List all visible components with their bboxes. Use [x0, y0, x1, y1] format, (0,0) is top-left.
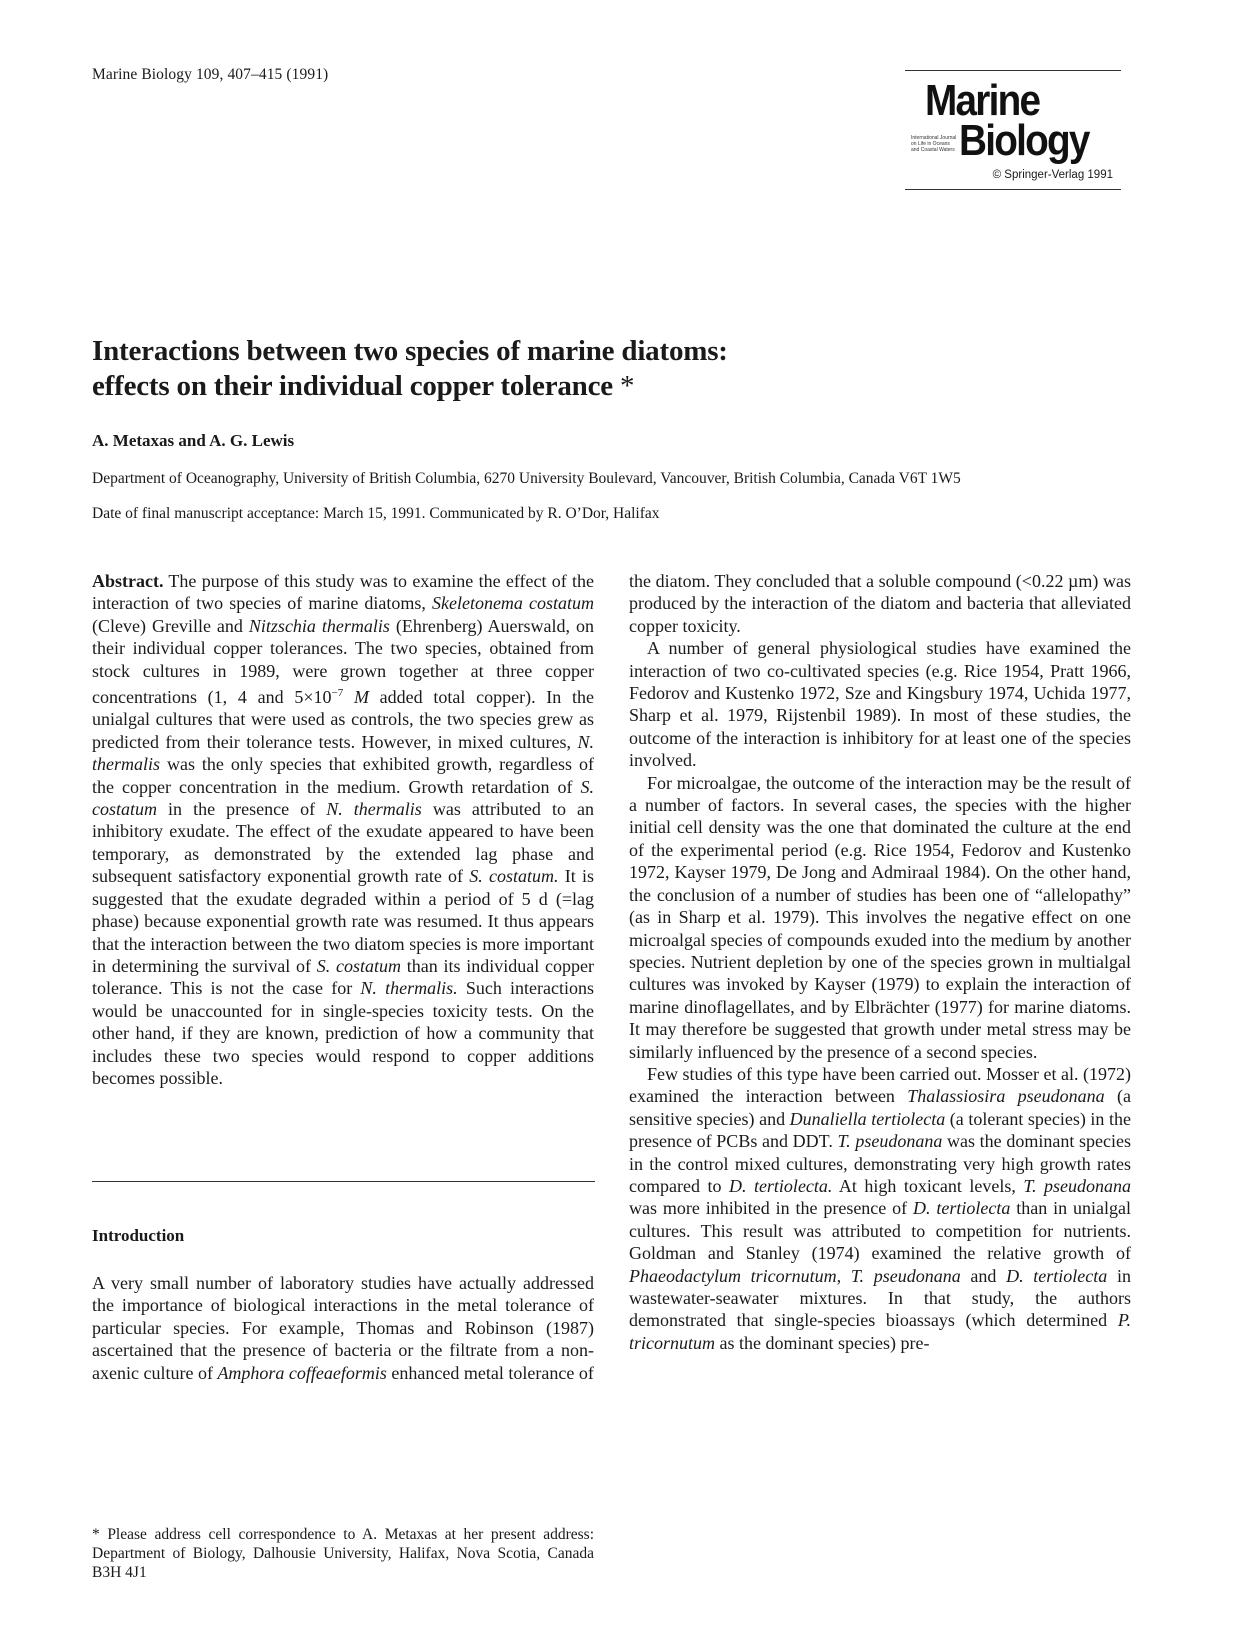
- title-footnote-mark: *: [612, 369, 635, 402]
- article-title: [92, 334, 992, 404]
- correspondence-footnote: * Please address cell correspondence to A. Metaxas at her present address: Department of Biology, Dalhousie University, Halifax, Nova Scotia, Canada B3H 4J1: [92, 1526, 594, 1581]
- article-authors: A. Metaxas and A. G. Lewis: [92, 431, 295, 450]
- right-column: [629, 570, 1131, 1354]
- manuscript-dates: Date of final manuscript acceptance: March 15, 1991. Communicated by R. O’Dor, Halifax: [92, 505, 660, 522]
- logo-marine-text: Marine: [925, 76, 1040, 125]
- journal-reference: Marine Biology 109, 407–415 (1991): [92, 66, 329, 83]
- section-divider: [92, 1181, 595, 1182]
- publisher-copyright: © Springer-Verlag 1991: [992, 169, 1113, 181]
- author-affiliation: Department of Oceanography, University of British Columbia, 6270 University Boulevard, Vancouver, British Columbia, Canada V6T 1W5: [92, 470, 961, 487]
- paragraph-4: Few studies of this type have been carried out. Mosser et al. (1972) examined the interaction between Thalassiosira pseudonana (a sensitive species) and Dunaliella tertiolecta (a tolerant species) in the presence of PCBs and DDT. T. pseudonana was the dominant species in the control mixed cultures, demonstrating very high growth rates compared to D. tertiolecta. At high toxicant levels, T. pseudonana was more inhibited in the presence of D. tertiolecta than in unialgal cultures. This result was attributed to competition for nutrients. Goldman and Stanley (1974) examined the relative growth of Phaeodactylum tricornutum, T. pseudonana and D. tertiolecta in wastewater-seawater mixtures. In that study, the authors demonstrated that single-species bioassays (which determined P. tricornutum as the dominant species) pre-: [629, 1063, 1132, 1353]
- title-line-1: Interactions between two species of marine diatoms:: [92, 335, 728, 367]
- logo-tagline: International Journal on Life in Oceans and Coastal Waters: [911, 135, 957, 153]
- paragraph-2: A number of general physiological studies have examined the interaction of two co-cultivated species (e.g. Rice 1954, Pratt 1966, Fedorov and Kustenko 1972, Sze and Kingsbury 1974, Uchida 1977, Sharp et al. 1979, Rijstenbil 1989). In most of these studies, the outcome of the interaction is inhibitory for at least one of the species involved.: [629, 638, 1131, 771]
- left-column: [92, 570, 594, 1089]
- abstract-label: Abstract.: [92, 571, 164, 591]
- introduction-heading: Introduction: [92, 1226, 185, 1245]
- paragraph-3: For microalgae, the outcome of the interaction may be the result of a number of factors. In several cases, the species with the higher initial cell density was the one that dominated the culture at the end of the experimental period (e.g. Rice 1954, Fedorov and Kustenko 1972, Kayser 1979, De Jong and Admiraal 1984). On the other hand, the conclusion of a number of studies has been one of “allelopathy” (as in Sharp et al. 1979). This involves the negative effect on one microalgal species of compounds exuded into the medium by another species. Nutrient depletion by one of the species grown in multialgal cultures was invoked by Kayser (1979) to explain the interaction of marine dinoflagellates, and by Elbrächter (1977) for marine diatoms. It may therefore be suggested that growth under metal stress may be similarly influenced by the presence of a second species.: [629, 772, 1131, 1062]
- introduction-paragraph: A very small number of laboratory studies have actually addressed the importance of biological interactions in the metal tolerance of particular species. For example, Thomas and Robinson (1987) ascertained that the presence of bacteria or the filtrate from a non-axenic culture of Amphora coffeaeformis enhanced metal tolerance of: [92, 1273, 594, 1383]
- title-line-2: effects on their individual copper tolerance: [92, 369, 613, 402]
- journal-logo: [905, 70, 1121, 190]
- abstract: Abstract. The purpose of this study was to examine the effect of the interaction of two species of marine diatoms, Skeletonema costatum (Cleve) Greville and Nitzschia thermalis (Ehrenberg) Auerswald, on their individual copper tolerances. The two species, obtained from stock cultures in 1989, were grown together at three copper concentrations (1, 4 and $5\times 10^{-7}$ M added total copper). In the unialgal cultures that were used as controls, the two species grew as predicted from their tolerance tests. However, in mixed cultures, N. thermalis was the only species that exhibited growth, regardless of the copper concentration in the medium. Growth retardation of S. costatum in the presence of N. thermalis was attributed to an inhibitory exudate. The effect of the exudate appeared to have been temporary, as demonstrated by the extended lag phase and subsequent satisfactory exponential growth rate of S. costatum. It is suggested that the exudate degraded within a period of 5 d (=lag phase) because exponential growth rate was resumed. It thus appears that the interaction between the two diatom species is more important in determining the survival of S. costatum than its individual copper tolerance. This is not the case for N. thermalis. Such interactions would be unaccounted for in single-species toxicity tests. On the other hand, if they are known, prediction of how a community that includes these two species would respond to copper additions becomes possible.: [92, 571, 595, 1088]
- paragraph-1: the diatom. They concluded that a soluble compound (<0.22 µm) was produced by the interaction of the diatom and bacteria that alleviated copper toxicity.: [629, 571, 1131, 636]
- logo-biology-text: Biology: [959, 116, 1089, 165]
